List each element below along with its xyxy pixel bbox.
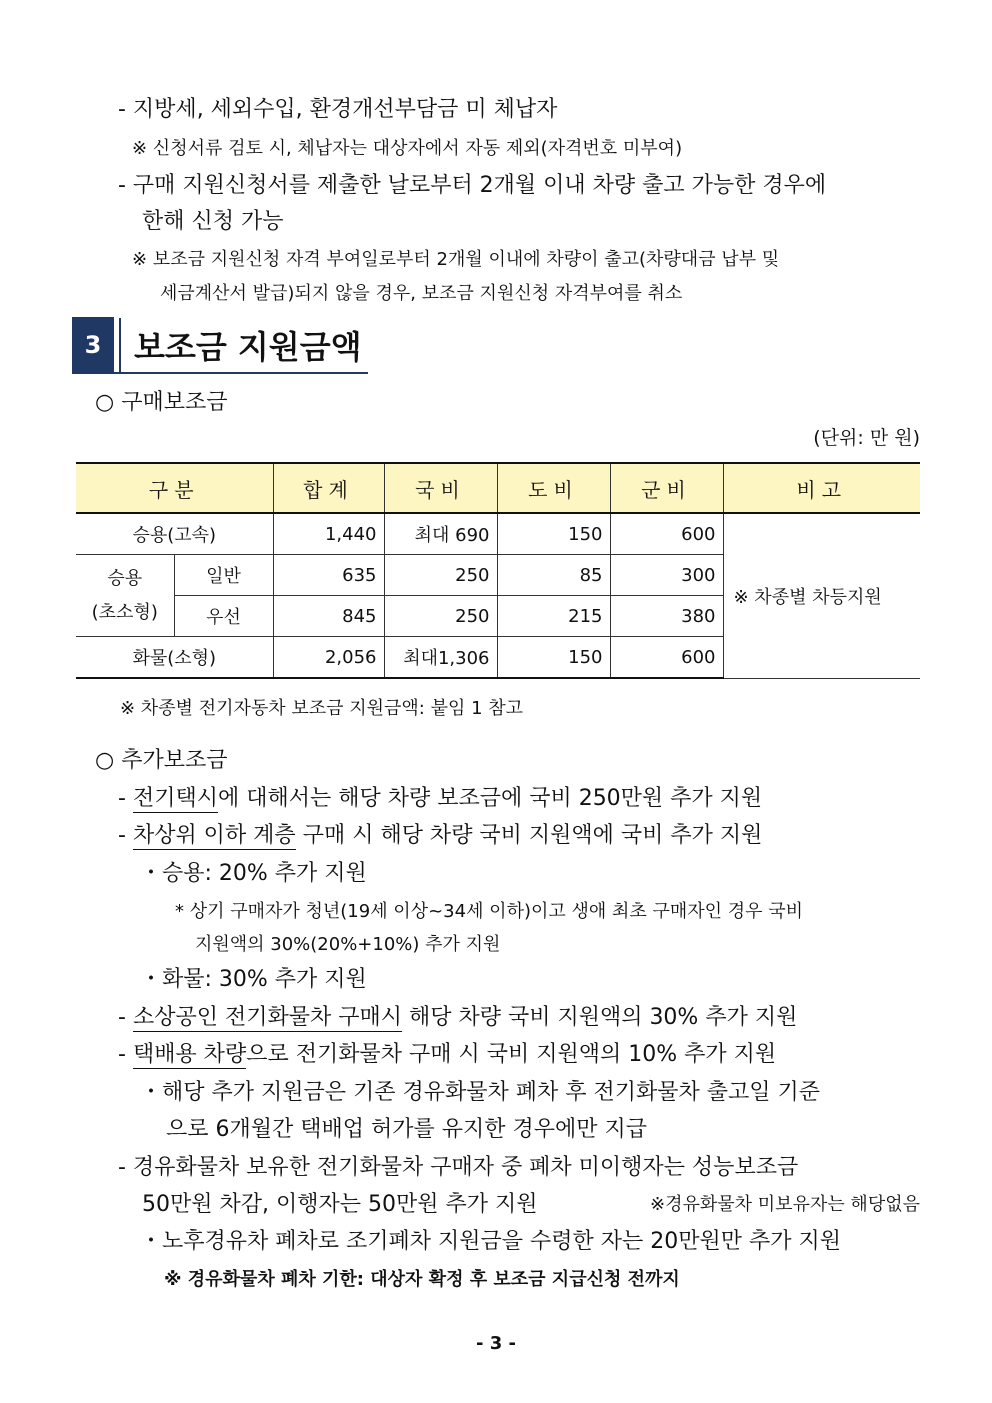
cell-county: 380 bbox=[610, 596, 723, 637]
cell-county: 600 bbox=[610, 513, 723, 555]
bullet-diesel-scrap-cont: 50만원 차감, 이행자는 50만원 추가 지원 bbox=[142, 1192, 538, 1217]
bullet-diesel-scrap: - 경유화물차 보유한 전기화물차 구매자 중 폐차 미이행자는 성능보조금 bbox=[118, 1155, 799, 1180]
underlined-electric-taxi: 전기택시 bbox=[132, 786, 218, 811]
section-underline bbox=[72, 372, 368, 374]
header-national: 국비 bbox=[384, 463, 497, 513]
cell-national: 250 bbox=[384, 555, 497, 596]
cell-national: 250 bbox=[384, 596, 497, 637]
bullet-delivery: - 택배용 차량으로 전기화물차 구매 시 국비 지원액의 10% 추가 지원 bbox=[118, 1042, 777, 1067]
section-title: 보조금 지원금액 bbox=[134, 328, 362, 366]
cell-total: 635 bbox=[273, 555, 384, 596]
bullet-small-business-text: 해당 차량 국비 지원액의 30% 추가 지원 bbox=[401, 1005, 798, 1030]
note-youth-cont: 지원액의 30%(20%+10%) 추가 지원 bbox=[195, 934, 501, 955]
cell-province: 150 bbox=[497, 513, 610, 555]
unit-label: (단위: 만 원) bbox=[813, 427, 920, 449]
header-remark: 비고 bbox=[723, 463, 920, 513]
cell-province: 85 bbox=[497, 555, 610, 596]
underlined-small-business: 소상공인 전기화물차 구매시 bbox=[132, 1005, 402, 1030]
bullet-low-income: - 차상위 이하 계층 구매 시 해당 차량 국비 지원액에 국비 추가 지원 bbox=[118, 823, 763, 848]
subsidy-table bbox=[76, 462, 920, 679]
page-number: - 3 - bbox=[476, 1333, 516, 1354]
cell-province: 150 bbox=[497, 637, 610, 679]
cell-county: 300 bbox=[610, 555, 723, 596]
row-label: 일반 bbox=[174, 555, 273, 596]
sub-bullet-cargo: ・화물: 30% 추가 지원 bbox=[140, 967, 367, 992]
bullet-tax-arrears: - 지방세, 세외수입, 환경개선부담금 미 체납자 bbox=[118, 97, 558, 122]
cell-total: 2,056 bbox=[273, 637, 384, 679]
note-cancel-eligibility-cont: 세금계산서 발급)되지 않을 경우, 보조금 지원신청 자격부여를 취소 bbox=[160, 283, 683, 304]
bullet-delivery-text: 으로 전기화물차 구매 시 국비 지원액의 10% 추가 지원 bbox=[246, 1042, 777, 1067]
sub-bullet-delivery-condition-cont: 으로 6개월간 택배업 허가를 유지한 경우에만 지급 bbox=[166, 1117, 647, 1142]
row-label: 승용(고속) bbox=[76, 513, 273, 555]
cell-county: 600 bbox=[610, 637, 723, 679]
bullet-electric-taxi-text: 에 대해서는 해당 차량 보조금에 국비 250만원 추가 지원 bbox=[217, 786, 763, 811]
bullet-small-business: - 소상공인 전기화물차 구매시 해당 차량 국비 지원액의 30% 추가 지원 bbox=[118, 1005, 798, 1030]
header-county: 군비 bbox=[610, 463, 723, 513]
note-scrap-deadline: ※ 경유화물차 폐차 기한: 대상자 확정 후 보조금 지급신청 전까지 bbox=[164, 1269, 680, 1290]
underlined-delivery: 택배용 차량 bbox=[132, 1042, 247, 1067]
cell-total: 1,440 bbox=[273, 513, 384, 555]
cell-province: 215 bbox=[497, 596, 610, 637]
row-group-label bbox=[76, 555, 174, 637]
row-label: 화물(소형) bbox=[76, 637, 273, 679]
note-cancel-eligibility: ※ 보조금 지원신청 자격 부여일로부터 2개월 이내에 차량이 출고(차량대금 납부 및 bbox=[132, 249, 780, 270]
bullet-low-income-text: 구매 시 해당 차량 국비 지원액에 국비 추가 지원 bbox=[295, 823, 763, 848]
bullet-apply-deadline: - 구매 지원신청서를 제출한 날로부터 2개월 이내 차량 출고 가능한 경우에 bbox=[118, 173, 827, 198]
note-youth: * 상기 구매자가 청년(19세 이상~34세 이하)이고 생애 최초 구매자인 경우 국비 bbox=[175, 901, 804, 922]
sub-bullet-early-scrap: ・노후경유차 폐차로 조기폐차 지원금을 수령한 자는 20만원만 추가 지원 bbox=[140, 1229, 841, 1254]
section-divider bbox=[119, 318, 121, 372]
note-auto-exclusion: ※ 신청서류 검토 시, 체납자는 대상자에서 자동 제외(자격번호 미부여) bbox=[132, 138, 683, 159]
sub-bullet-passenger: ・승용: 20% 추가 지원 bbox=[140, 861, 367, 886]
bullet-apply-deadline-cont: 한해 신청 가능 bbox=[142, 209, 284, 234]
note-attachment: ※ 차종별 전기자동차 보조금 지원금액: 붙임 1 참고 bbox=[120, 698, 524, 719]
cell-remark: ※ 차종별 차등지원 bbox=[723, 513, 920, 678]
table-row bbox=[76, 513, 920, 555]
group-label-line2: (초소형) bbox=[91, 601, 158, 623]
header-province: 도비 bbox=[497, 463, 610, 513]
bullet-electric-taxi: - 전기택시에 대해서는 해당 차량 보조금에 국비 250만원 추가 지원 bbox=[118, 786, 763, 811]
group-label-line1: 승용 bbox=[107, 567, 143, 589]
header-category: 구분 bbox=[76, 463, 273, 513]
purchase-subsidy-heading: ○ 구매보조금 bbox=[95, 390, 228, 415]
row-label: 우선 bbox=[174, 596, 273, 637]
table-header-row bbox=[76, 463, 920, 513]
cell-total: 845 bbox=[273, 596, 384, 637]
section-number: 3 bbox=[72, 317, 114, 372]
cell-national: 최대1,306 bbox=[384, 637, 497, 679]
sub-bullet-delivery-condition: ・해당 추가 지원금은 기존 경유화물차 폐차 후 전기화물차 출고일 기준 bbox=[140, 1080, 820, 1105]
underlined-low-income: 차상위 이하 계층 bbox=[132, 823, 296, 848]
header-total: 합계 bbox=[273, 463, 384, 513]
extra-subsidy-heading: ○ 추가보조금 bbox=[95, 748, 228, 773]
note-no-diesel: ※경유화물차 미보유자는 해당없음 bbox=[650, 1194, 920, 1215]
cell-national: 최대 690 bbox=[384, 513, 497, 555]
